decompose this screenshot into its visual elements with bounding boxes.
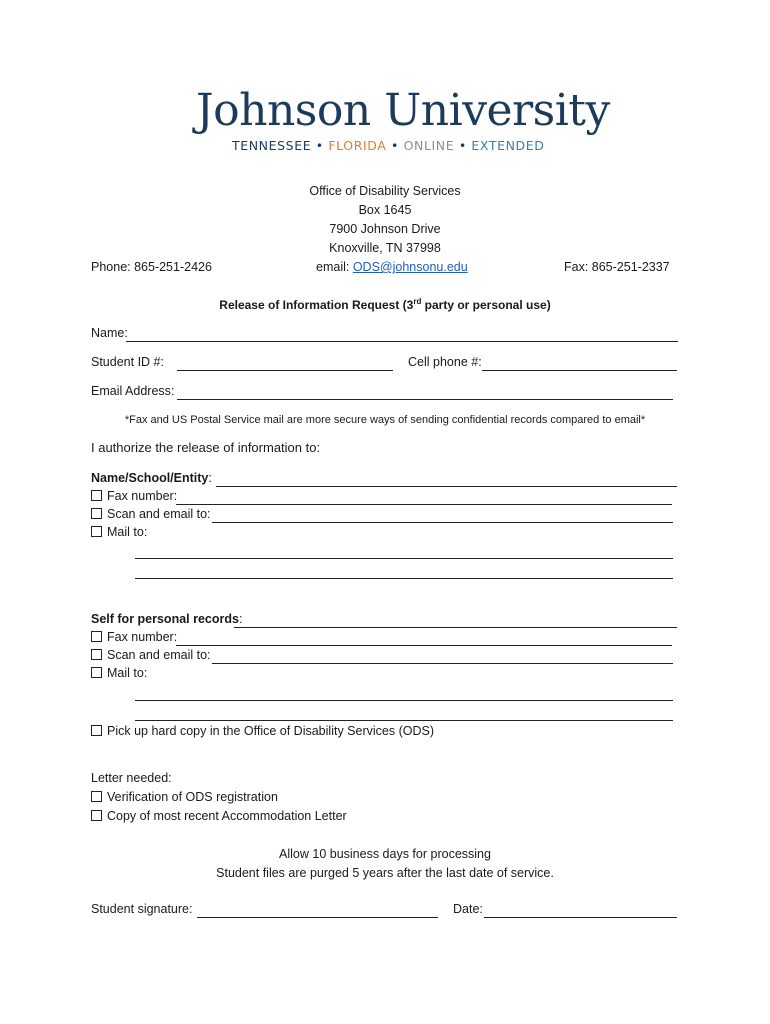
campus-list xyxy=(232,138,544,153)
signature-label: Student signature: xyxy=(91,902,193,916)
office-email-link[interactable]: ODS@johnsonu.edu xyxy=(352,260,468,274)
self-mail-option xyxy=(91,666,147,680)
entity-field[interactable] xyxy=(216,485,677,487)
purge-note: Student files are purged 5 years after the last date of service. xyxy=(216,866,554,880)
email-label: email: xyxy=(316,260,353,274)
verification-label: Verification of ODS registration xyxy=(107,790,278,804)
cell-phone-field[interactable] xyxy=(482,369,677,371)
separator-dot: • xyxy=(391,138,399,153)
self-field[interactable] xyxy=(234,626,677,628)
self-scan-checkbox[interactable] xyxy=(91,649,102,660)
verification-checkbox[interactable] xyxy=(91,791,102,802)
pickup-checkbox[interactable] xyxy=(91,725,102,736)
entity-mail-label: Mail to: xyxy=(107,525,148,539)
accommodation-letter-option xyxy=(91,809,347,823)
office-street: 7900 Johnson Drive xyxy=(329,222,441,236)
self-fax-checkbox[interactable] xyxy=(91,631,102,642)
campus-online: ONLINE xyxy=(403,138,455,153)
cell-phone-label: Cell phone #: xyxy=(408,355,482,369)
entity-scan-checkbox[interactable] xyxy=(91,508,102,519)
pickup-option xyxy=(91,724,434,738)
campus-extended: EXTENDED xyxy=(471,138,545,153)
campus-tennessee: TENNESSEE xyxy=(232,138,312,153)
office-fax: Fax: 865-251-2337 xyxy=(564,260,670,274)
office-box: Box 1645 xyxy=(358,203,412,217)
student-id-label: Student ID #: xyxy=(91,355,164,369)
separator-dot: • xyxy=(315,138,324,153)
entity-label: Name/School/Entity xyxy=(91,471,209,485)
self-fax-label: Fax number: xyxy=(107,630,178,644)
entity-label-row: Name/School/Entity: xyxy=(91,471,212,485)
letter-needed-label: Letter needed: xyxy=(91,771,172,785)
self-scan-label: Scan and email to: xyxy=(107,648,211,662)
entity-mail-option xyxy=(91,525,147,539)
entity-scan-option xyxy=(91,507,211,521)
signature-field[interactable] xyxy=(197,916,438,918)
entity-mail-field-2[interactable] xyxy=(135,577,673,579)
self-scan-field[interactable] xyxy=(212,662,673,664)
entity-fax-label: Fax number: xyxy=(107,489,178,503)
accommodation-letter-checkbox[interactable] xyxy=(91,810,102,821)
self-label-row: Self for personal records: xyxy=(91,612,243,626)
processing-note: Allow 10 business days for processing xyxy=(279,847,491,861)
email-address-field[interactable] xyxy=(177,398,673,400)
date-label: Date: xyxy=(453,902,483,916)
self-scan-option xyxy=(91,648,211,662)
office-phone: Phone: 865-251-2426 xyxy=(91,260,212,274)
form-title: Release of Information Request (3rd party or personal use) xyxy=(219,297,551,312)
entity-scan-field[interactable] xyxy=(212,521,673,523)
student-id-field[interactable] xyxy=(177,369,393,371)
security-note: *Fax and US Postal Service mail are more secure ways of sending confidential records compared to email* xyxy=(124,414,646,426)
entity-fax-checkbox[interactable] xyxy=(91,490,102,501)
date-field[interactable] xyxy=(484,916,677,918)
self-mail-field-2[interactable] xyxy=(135,719,673,721)
office-name: Office of Disability Services xyxy=(309,184,461,198)
self-mail-checkbox[interactable] xyxy=(91,667,102,678)
accommodation-letter-label: Copy of most recent Accommodation Letter xyxy=(107,809,347,823)
campus-florida: FLORIDA xyxy=(328,138,387,153)
entity-fax-option xyxy=(91,489,177,503)
self-mail-field-1[interactable] xyxy=(135,699,673,701)
self-fax-option xyxy=(91,630,177,644)
email-address-label: Email Address: xyxy=(91,384,175,398)
name-label: Name: xyxy=(91,326,128,340)
entity-fax-field[interactable] xyxy=(176,503,672,505)
name-field[interactable] xyxy=(126,340,678,342)
separator-dot: • xyxy=(458,138,467,153)
office-city: Knoxville, TN 37998 xyxy=(329,241,441,255)
entity-mail-field-1[interactable] xyxy=(135,557,673,559)
pickup-label: Pick up hard copy in the Office of Disability Services (ODS) xyxy=(107,724,434,738)
self-label: Self for personal records xyxy=(91,612,239,626)
university-logo: Johnson University xyxy=(196,85,610,136)
authorize-text: I authorize the release of information to: xyxy=(91,440,321,455)
self-fax-field[interactable] xyxy=(176,644,672,646)
entity-scan-label: Scan and email to: xyxy=(107,507,211,521)
self-mail-label: Mail to: xyxy=(107,666,148,680)
entity-mail-checkbox[interactable] xyxy=(91,526,102,537)
office-email-line xyxy=(316,260,468,274)
verification-option xyxy=(91,790,278,804)
